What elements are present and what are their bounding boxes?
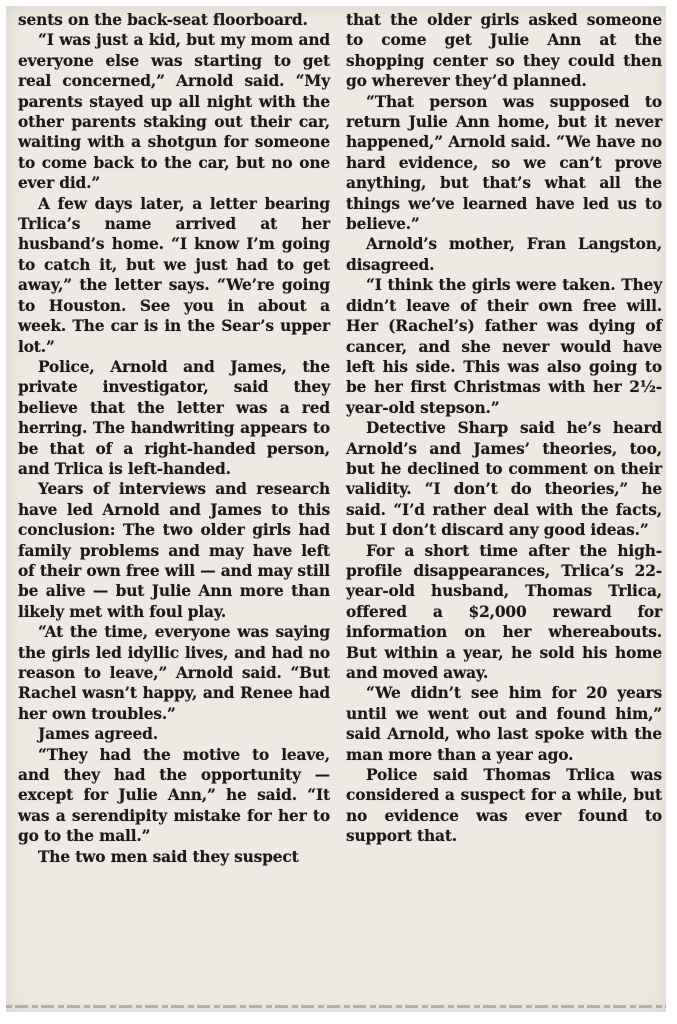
article-paragraph: “At the time, everyone was saying the girls led idyllic lives, and had no reason to leave,” Arnold said. “But Rachel wasn’t happy, and Renee had her own troubles.”: [18, 623, 330, 723]
article-paragraph: James agreed.: [38, 725, 158, 744]
article-paragraph: that the older girls asked someone to come get Julie Ann at the shopping center so they could then go wherever they’d planned.: [346, 11, 662, 91]
article-paragraph: “I think the girls were taken. They didn’t leave of their own free will. Her (Rachel’s) father was dying of cancer, and she never would have left his side. This was also going to be her first Christmas with her 2½-year-old stepson.”: [346, 276, 662, 417]
article-paragraph: “We didn’t see him for 20 years until we went out and found him,” said Arnold, who last spoke with the man more than a year ago.: [346, 684, 662, 764]
article-column-left: [18, 10, 330, 867]
article-paragraph: Police said Thomas Trlica was considered a suspect for a while, but no evidence was ever found to support that.: [346, 766, 662, 846]
article-paragraph: sents on the back-seat floorboard.: [18, 11, 308, 29]
article-paragraph: “I was just a kid, but my mom and everyone else was starting to get real concerned,” Arnold said. “My parents stayed up all night with the other parents staking out their car, waiting with a shotgun for someone to come back to the car, but no one ever did.”: [18, 31, 330, 193]
newspaper-clipping: [6, 6, 666, 1012]
article-paragraph: The two men said they suspect: [38, 847, 299, 866]
article-paragraph: Arnold’s mother, Fran Langston, disagreed.: [346, 235, 662, 274]
article-paragraph: A few days later, a letter bearing Trlica’s name arrived at her husband’s home. “I know I’m going to catch it, but we just had to get away,” the letter says. “We’re going to Houston. See you in about a week. The car is in the Sear’s upper lot.”: [18, 194, 330, 356]
article-paragraph: Years of interviews and research have led Arnold and James to this conclusion: The two older girls had family problems and may have left of their own free will — and may still be alive — but Julie Ann more than likely met with foul play.: [18, 480, 330, 621]
article-paragraph: “That person was supposed to return Julie Ann home, but it never happened,” Arnold said. “We have no hard evidence, so we can’t prove anything, but that’s what all the things we’ve learned have led us to believe.”: [346, 92, 662, 234]
article-paragraph: Police, Arnold and James, the private investigator, said they believe that the letter was a red herring. The handwriting appears to be that of a right-handed person, and Trlica is left-handed.: [18, 357, 330, 478]
torn-bottom-edge: [6, 1005, 666, 1008]
article-paragraph: “They had the motive to leave, and they had the opportunity — except for Julie Ann,” he said. “It was a serendipity mistake for her to go to the mall.”: [18, 745, 330, 846]
article-paragraph: Detective Sharp said he’s heard Arnold’s and James’ theories, too, but he declined to comment on their validity. “I don’t do theories,” he said. “I’d rather deal with the facts, but I don’t discard any good ideas.”: [346, 419, 662, 540]
article-paragraph: For a short time after the high-profile disappearances, Trlica’s 22-year-old husband, Thomas Trlica, offered a $2,000 reward for information on her whereabouts. But within a year, he sold his home and moved away.: [346, 541, 662, 682]
article-column-right: [346, 10, 662, 847]
